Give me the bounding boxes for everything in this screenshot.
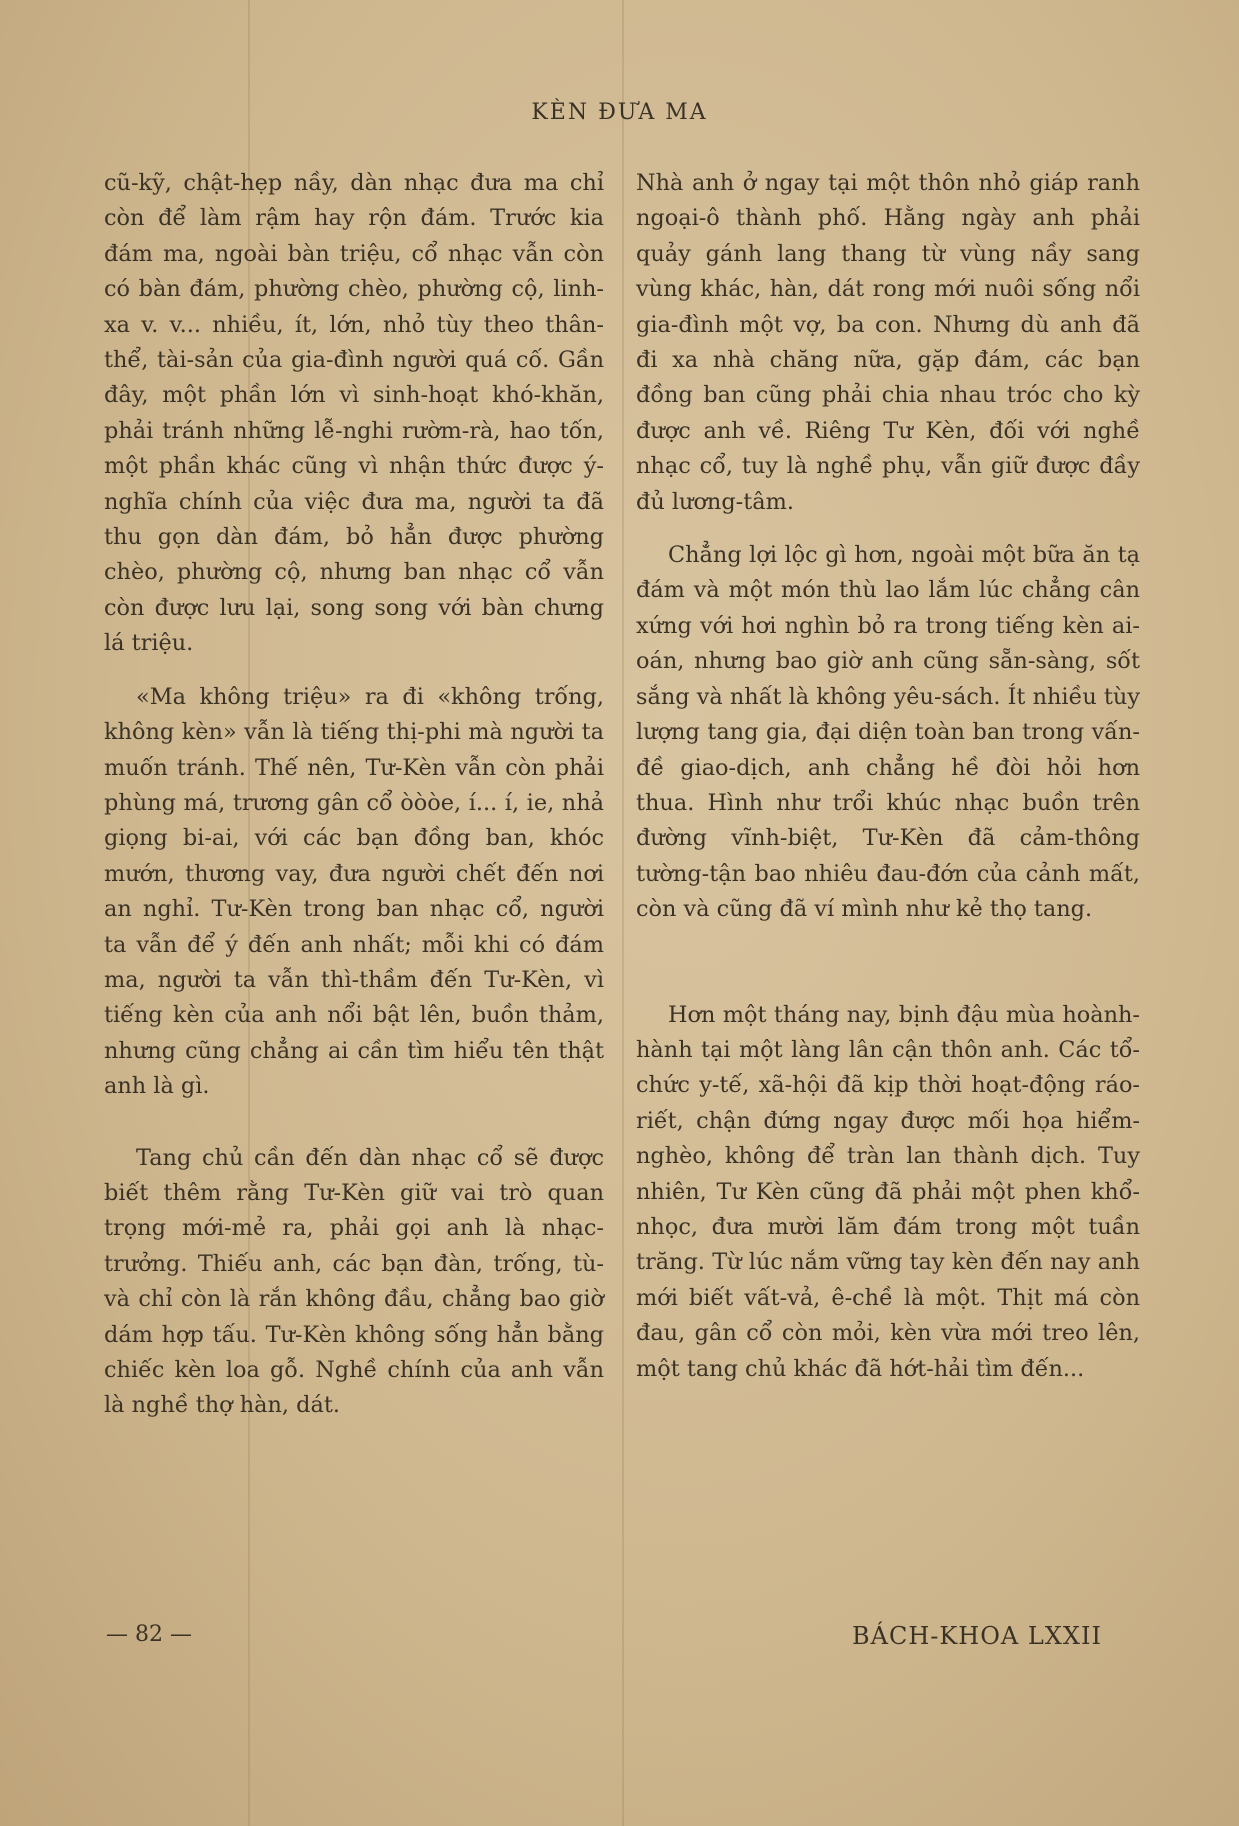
paragraph: cũ-kỹ, chật-hẹp nầy, dàn nhạc đưa ma chỉ còn để làm rậm hay rộn đám. Trước kia đám ma, ngoài bàn triệu, cổ nhạc vẫn còn có bàn đám, phường chèo, phường cộ, linh-xa v. v... nhiều, ít, lớn, nhỏ tùy theo thân-thể, tài-sản của gia-đình người quá cố. Gần đây, một phần lớn vì sinh-hoạt khó-khăn, phải tránh những lễ-nghi rườm-rà, hao tốn, một phần khác cũng vì nhận thức được ý-nghĩa chính của việc đưa ma, người ta đã thu gọn dàn đám, bỏ hẳn được phường chèo, phường cộ, nhưng ban nhạc cổ vẫn còn được lưu lại, song song với bàn chưng lá triệu. (104, 170, 604, 657)
paragraph: Hơn một tháng nay, bịnh đậu mùa hoành-hành tại một làng lân cận thôn anh. Các tổ-chức y-tế, xã-hội đã kịp thời hoạt-động ráo-riết, chận đứng ngay được mối họa hiểm-nghèo, không để tràn lan thành dịch. Tuy nhiên, Tư Kèn cũng đã phải một phen khổ-nhọc, đưa mười lăm đám trong một tuần trăng. Từ lúc nắm vững tay kèn đến nay anh mới biết vất-vả, ê-chề là một. Thịt má còn đau, gân cổ còn mỏi, kèn vừa mới treo lên, một tang chủ khác đã hớt-hải tìm đến... (636, 1001, 1140, 1382)
right-column (636, 166, 1140, 1387)
paragraph: Nhà anh ở ngay tại một thôn nhỏ giáp ranh ngoại-ô thành phố. Hằng ngày anh phải quảy gánh lang thang từ vùng nầy sang vùng khác, hàn, dát rong mới nuôi sống nổi gia-đình một vợ, ba con. Nhưng dù anh đã đi xa nhà chăng nữa, gặp đám, các bạn đồng ban cũng phải chia nhau tróc cho kỳ được anh về. Riêng Tư Kèn, đối với nghề nhạc cổ, tuy là nghề phụ, vẫn giữ được đầy đủ lương-tâm. (636, 170, 1140, 515)
left-column (104, 166, 604, 1424)
paragraph: Tang chủ cần đến dàn nhạc cổ sẽ được biết thêm rằng Tư-Kèn giữ vai trò quan trọng mới-mẻ ra, phải gọi anh là nhạc-trưởng. Thiếu anh, các bạn đàn, trống, tù-và chỉ còn là rắn không đầu, chẳng bao giờ dám hợp tấu. Tư-Kèn không sống hẳn bằng chiếc kèn loa gỗ. Nghề chính của anh vẫn là nghề thợ hàn, dát. (104, 1144, 604, 1419)
running-header: KÈN ĐƯA MA (531, 100, 708, 125)
paragraph: Chẳng lợi lộc gì hơn, ngoài một bữa ăn tạ đám và một món thù lao lắm lúc chẳng cân xứng với hơi nghìn bỏ ra trong tiếng kèn ai-oán, nhưng bao giờ anh cũng sẵn-sàng, sốt sắng và nhất là không yêu-sách. Ít nhiều tùy lượng tang gia, đại diện toàn ban trong vấn-đề giao-dịch, anh chẳng hề đòi hỏi hơn thua. Hình như trổi khúc nhạc buồn trên đường vĩnh-biệt, Tư-Kèn đã cảm-thông tường-tận bao nhiêu đau-đớn của cảnh mất, còn và cũng đã ví mình như kẻ thọ tang. (636, 542, 1140, 923)
paper-fold-line (622, 0, 624, 1826)
journal-name: BÁCH-KHOA LXXII (852, 1622, 1102, 1650)
paragraph: «Ma không triệu» ra đi «không trống, không kèn» vẫn là tiếng thị-phi mà người ta muốn tránh. Thế nên, Tư-Kèn vẫn còn phải phùng má, trương gân cổ òòòe, í... í, ie, nhả giọng bi-ai, với các bạn đồng ban, khóc mướn, thương vay, đưa người chết đến nơi an nghỉ. Tư-Kèn trong ban nhạc cổ, người ta vẫn để ý đến anh nhất; mỗi khi có đám ma, người ta vẫn thì-thầm đến Tư-Kèn, vì tiếng kèn của anh nổi bật lên, buồn thảm, nhưng cũng chẳng ai cần tìm hiểu tên thật anh là gì. (104, 683, 604, 1100)
page-number: — 82 — (106, 1622, 192, 1647)
